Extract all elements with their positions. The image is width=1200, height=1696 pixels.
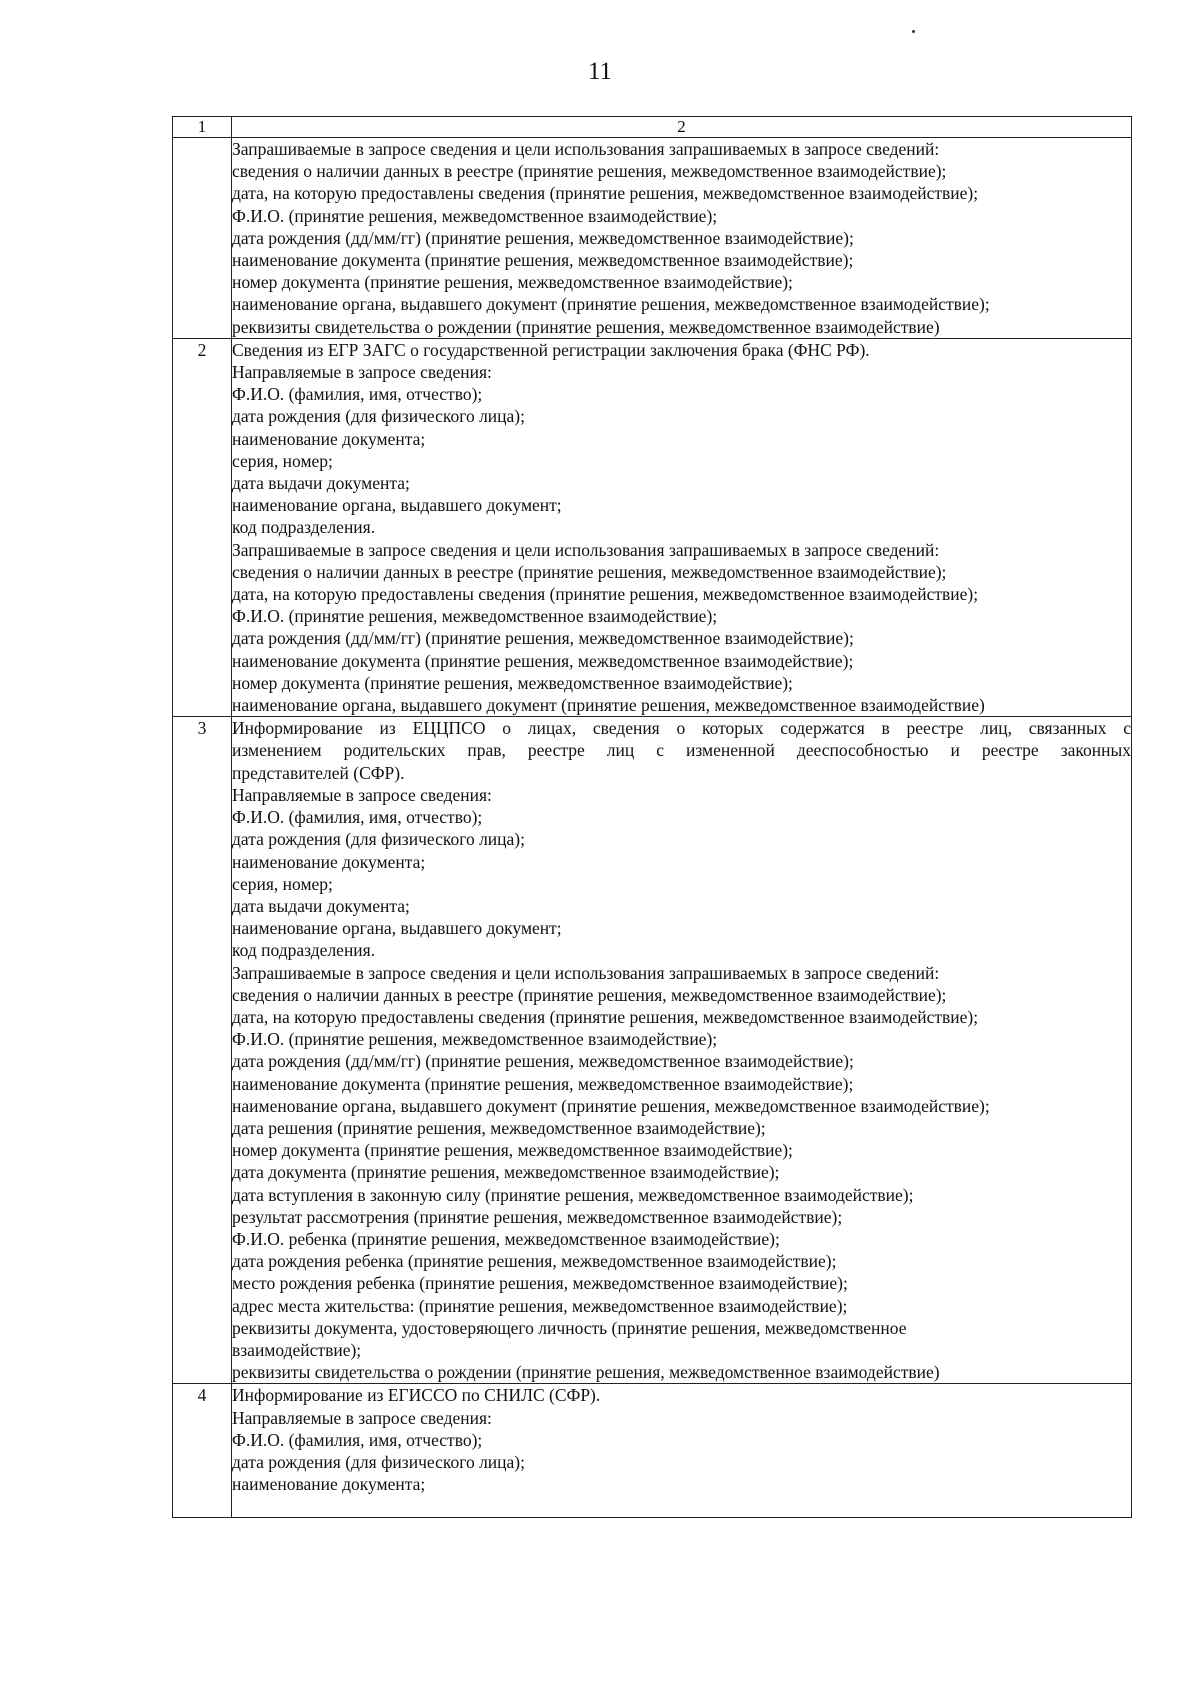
text-line: наименование органа, выдавшего документ; [232,918,562,939]
text-line: дата рождения (для физического лица); [232,406,525,427]
text-line: код подразделения. [232,940,376,961]
text-line: наименование документа; [232,428,426,449]
text-line: Ф.И.О. (фамилия, имя, отчество); [232,807,483,828]
text-line: сведения о наличии данных в реестре (принятие решения, межведомственное взаимодействие); [232,161,947,182]
row-number: 2 [173,338,232,716]
text-line: номер документа (принятие решения, межведомственное взаимодействие); [232,1140,793,1161]
table-row [173,717,1132,1384]
text-line: реквизиты документа, удостоверяющего личность (принятие решения, межведомственное [232,1317,907,1338]
text-line: дата вступления в законную силу (принятие решения, межведомственное взаимодействие); [232,1184,914,1205]
header-col-2: 2 [232,117,1132,138]
text-line: Ф.И.О. (принятие решения, межведомственное взаимодействие); [232,1029,718,1050]
text-line: номер документа (принятие решения, межведомственное взаимодействие); [232,272,793,293]
text-line: дата выдачи документа; [232,473,410,494]
text-line: дата рождения (для физического лица); [232,829,525,850]
text-line: дата рождения (дд/мм/гг) (принятие решения, межведомственное взаимодействие); [232,227,854,248]
text-line: реквизиты свидетельства о рождении (принятие решения, межведомственное взаимодействие) [232,1362,940,1383]
text-line: изменением родительских прав, реестре лиц с измененной дееспособностью и реестре законных [232,740,1131,761]
text-line: наименование органа, выдавшего документ (принятие решения, межведомственное взаимодействие); [232,1095,990,1116]
text-line: дата рождения (для физического лица); [232,1451,525,1472]
text-line: взаимодействие); [232,1339,362,1360]
text-line: Направляемые в запросе сведения: [232,784,492,805]
text-line: Направляемые в запросе сведения: [232,362,492,383]
text-line: наименование документа (принятие решения, межведомственное взаимодействие); [232,1073,854,1094]
text-line: результат рассмотрения (принятие решения, межведомственное взаимодействие); [232,1206,843,1227]
row-content [232,138,1132,339]
table-header-row [173,117,1132,138]
text-line: дата документа (принятие решения, межведомственное взаимодействие); [232,1162,780,1183]
text-line: дата, на которую предоставлены сведения (принятие решения, межведомственное взаимодействие); [232,584,979,605]
text-line: дата рождения (дд/мм/гг) (принятие решения, межведомственное взаимодействие); [232,1051,854,1072]
text-line: Информирование из ЕЦЦПСО о лицах, сведения о которых содержатся в реестре лиц, связанных с [232,718,1131,739]
requirements-table [172,116,1132,1518]
text-line: наименование документа; [232,851,426,872]
text-line: дата решения (принятие решения, межведомственное взаимодействие); [232,1117,766,1138]
text-line: Ф.И.О. (фамилия, имя, отчество); [232,384,483,405]
text-line: дата, на которую предоставлены сведения (принятие решения, межведомственное взаимодействие); [232,1006,979,1027]
text-line: место рождения ребенка (принятие решения, межведомственное взаимодействие); [232,1273,848,1294]
scan-speck [912,30,915,33]
text-line: наименование органа, выдавшего документ; [232,495,562,516]
row-number: 4 [173,1384,232,1518]
text-line: наименование документа (принятие решения, межведомственное взаимодействие); [232,250,854,271]
row-content [232,338,1132,716]
text-line: сведения о наличии данных в реестре (принятие решения, межведомственное взаимодействие); [232,984,947,1005]
text-line: Информирование из ЕГИССО по СНИЛС (СФР). [232,1385,601,1406]
text-line: сведения о наличии данных в реестре (принятие решения, межведомственное взаимодействие); [232,561,947,582]
text-line: дата, на которую предоставлены сведения (принятие решения, межведомственное взаимодействие); [232,183,979,204]
text-line: Направляемые в запросе сведения: [232,1407,492,1428]
text-line: серия, номер; [232,450,333,471]
text-line: дата рождения ребенка (принятие решения, межведомственное взаимодействие); [232,1251,837,1272]
page-number: 11 [587,58,613,85]
text-line: номер документа (принятие решения, межведомственное взаимодействие); [232,672,793,693]
text-line: адрес места жительства: (принятие решения, межведомственное взаимодействие); [232,1295,848,1316]
text-line: Запрашиваемые в запросе сведения и цели использования запрашиваемых в запросе сведений: [232,962,940,983]
text-line: наименование документа (принятие решения, межведомственное взаимодействие); [232,650,854,671]
text-line: реквизиты свидетельства о рождении (принятие решения, межведомственное взаимодействие) [232,316,940,337]
text-line: Ф.И.О. (принятие решения, межведомственное взаимодействие); [232,205,718,226]
row-content [232,717,1132,1384]
text-line: Ф.И.О. ребенка (принятие решения, межведомственное взаимодействие); [232,1228,780,1249]
row-content [232,1384,1132,1518]
text-line: код подразделения. [232,517,376,538]
row-number: 3 [173,717,232,1384]
text-line: дата выдачи документа; [232,895,410,916]
table-row [173,138,1132,339]
text-line: Ф.И.О. (фамилия, имя, отчество); [232,1429,483,1450]
text-line: Сведения из ЕГР ЗАГС о государственной регистрации заключения брака (ФНС РФ). [232,339,870,360]
text-line: представителей (СФР). [232,762,405,783]
text-line: серия, номер; [232,873,333,894]
header-col-1: 1 [173,117,232,138]
text-line: наименование документа; [232,1474,426,1495]
text-line: наименование органа, выдавшего документ (принятие решения, межведомственное взаимодействие); [232,294,990,315]
row-number [173,138,232,339]
table-row [173,338,1132,716]
text-line: дата рождения (дд/мм/гг) (принятие решения, межведомственное взаимодействие); [232,628,854,649]
table-row [173,1384,1132,1518]
text-line: наименование органа, выдавшего документ (принятие решения, межведомственное взаимодействие) [232,695,985,716]
text-line: Запрашиваемые в запросе сведения и цели использования запрашиваемых в запросе сведений: [232,539,940,560]
text-line: Ф.И.О. (принятие решения, межведомственное взаимодействие); [232,606,718,627]
text-line: Запрашиваемые в запросе сведения и цели использования запрашиваемых в запросе сведений: [232,139,940,159]
